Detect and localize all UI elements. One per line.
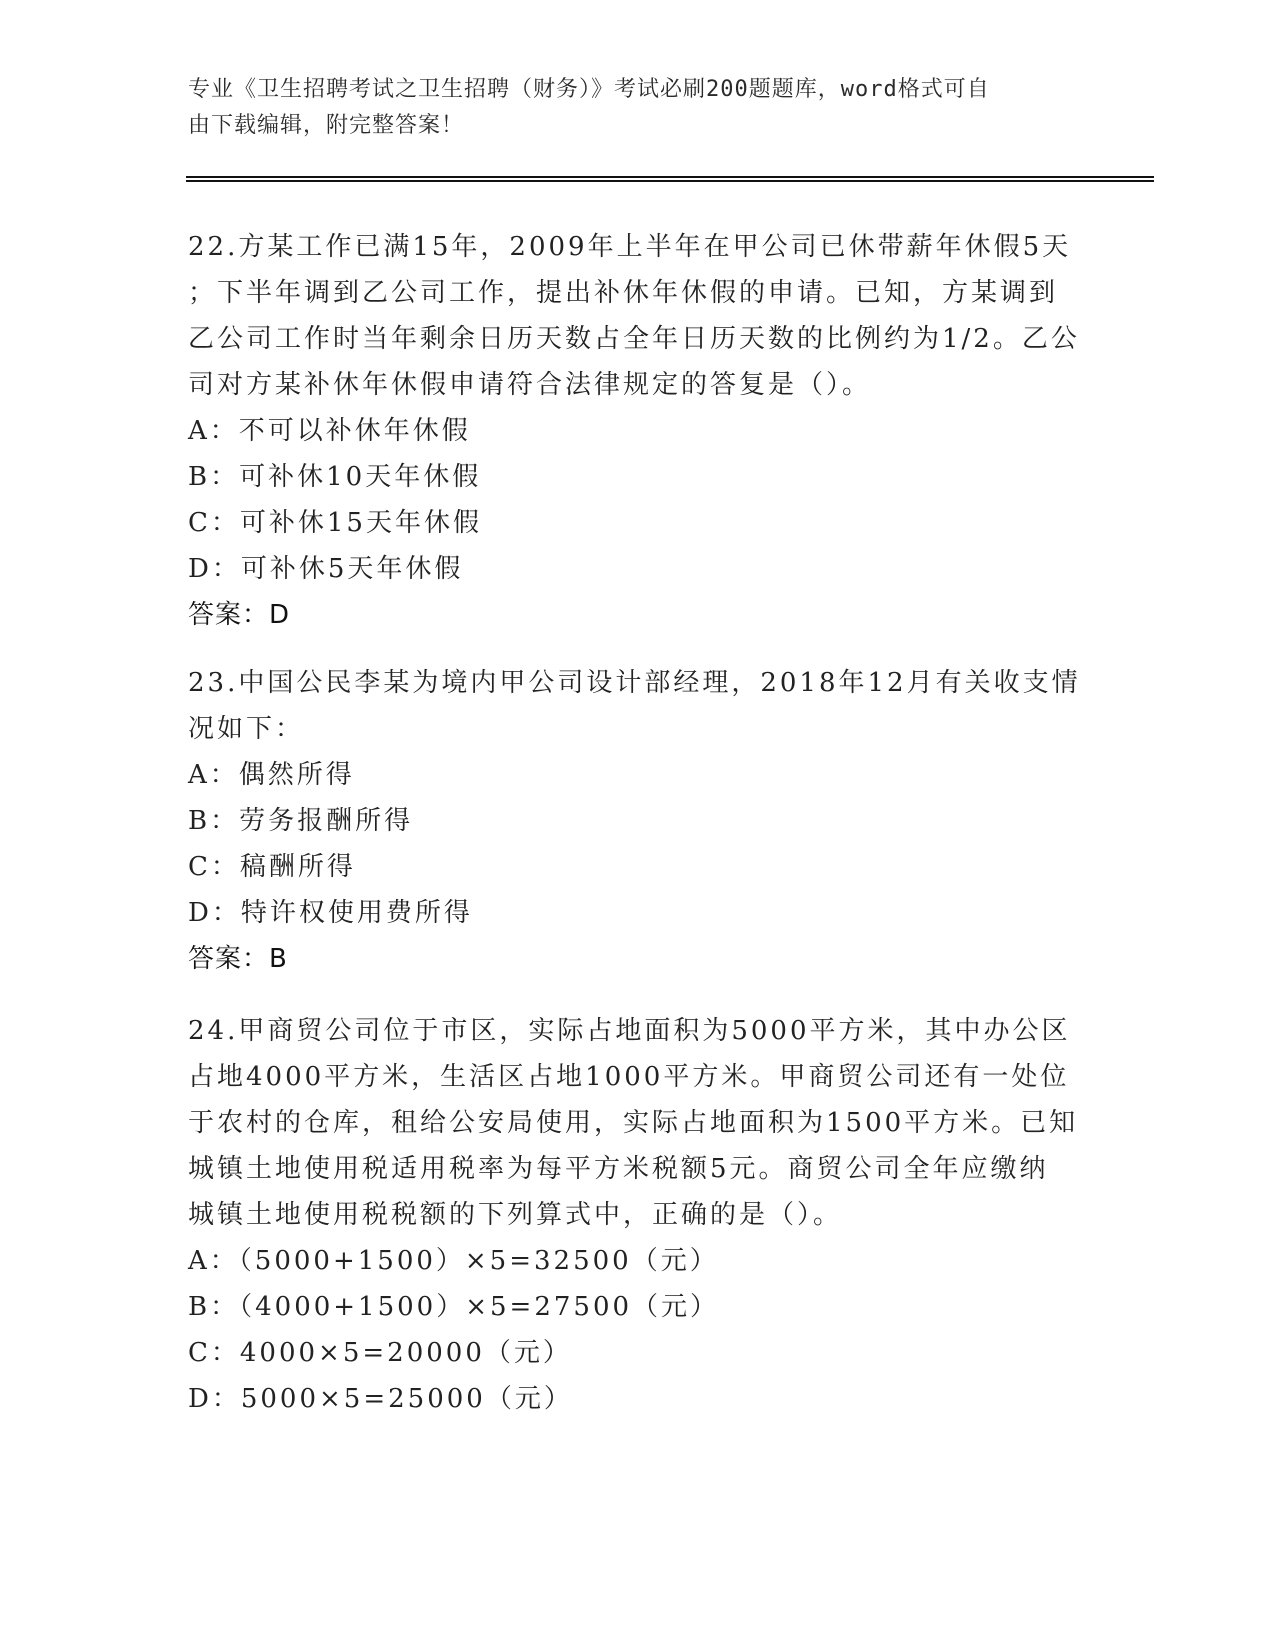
stem-line: 占地4000平方米，生活区占地1000平方米。甲商贸公司还有一处位 [188,1062,1070,1092]
question-23 [188,660,1088,982]
answer-line: 答案：D [188,600,291,630]
stem-line: ；下半年调到乙公司工作，提出补休年休假的申请。已知，方某调到 [188,278,1059,308]
option-d: D：可补休5天年休假 [188,554,464,584]
option-c: C：4000×5=20000（元） [188,1338,572,1368]
stem-line: 22.方某工作已满15年，2009年上半年在甲公司已休带薪年休假5天 [188,232,1072,262]
header-line-2: 由下载编辑，附完整答案！ [188,113,465,138]
option-b: B：可补休10天年休假 [188,462,482,492]
stem-line: 23.中国公民李某为境内甲公司设计部经理，2018年12月有关收支情 [188,668,1081,698]
stem-line: 24.甲商贸公司位于市区，实际占地面积为5000平方米，其中办公区 [188,1016,1071,1046]
stem-line: 乙公司工作时当年剩余日历天数占全年日历天数的比例约为1/2。乙公 [188,324,1080,354]
header-line-1: 专业《卫生招聘考试之卫生招聘（财务）》考试必刷200题题库，word格式可自 [188,77,990,102]
option-b: B：劳务报酬所得 [188,806,414,836]
question-24 [188,1008,1088,1422]
option-d: D：5000×5=25000（元） [188,1384,573,1414]
stem-line: 司对方某补休年休假申请符合法律规定的答复是（）。 [188,370,872,400]
stem-line: 况如下： [188,714,305,744]
answer-line: 答案：B [188,944,288,974]
question-stem [188,660,1088,752]
stem-line: 城镇土地使用税适用税率为每平方米税额5元。商贸公司全年应缴纳 [188,1154,1049,1184]
option-c: C：稿酬所得 [188,852,356,882]
question-stem [188,1008,1088,1238]
stem-line: 城镇土地使用税税额的下列算式中，正确的是（）。 [188,1200,843,1230]
header-divider [186,176,1154,182]
option-c: C：可补休15天年休假 [188,508,482,538]
question-stem [188,224,1088,408]
option-d: D：特许权使用费所得 [188,898,473,928]
document-header [188,72,1068,144]
option-a: A：不可以补休年休假 [188,416,471,446]
question-22 [188,224,1088,638]
option-a: A：偶然所得 [188,760,355,790]
stem-line: 于农村的仓库，租给公安局使用，实际占地面积为1500平方米。已知 [188,1108,1079,1138]
option-a: A：（5000+1500）×5=32500（元） [188,1246,719,1276]
option-b: B：（4000+1500）×5=27500（元） [188,1292,720,1322]
